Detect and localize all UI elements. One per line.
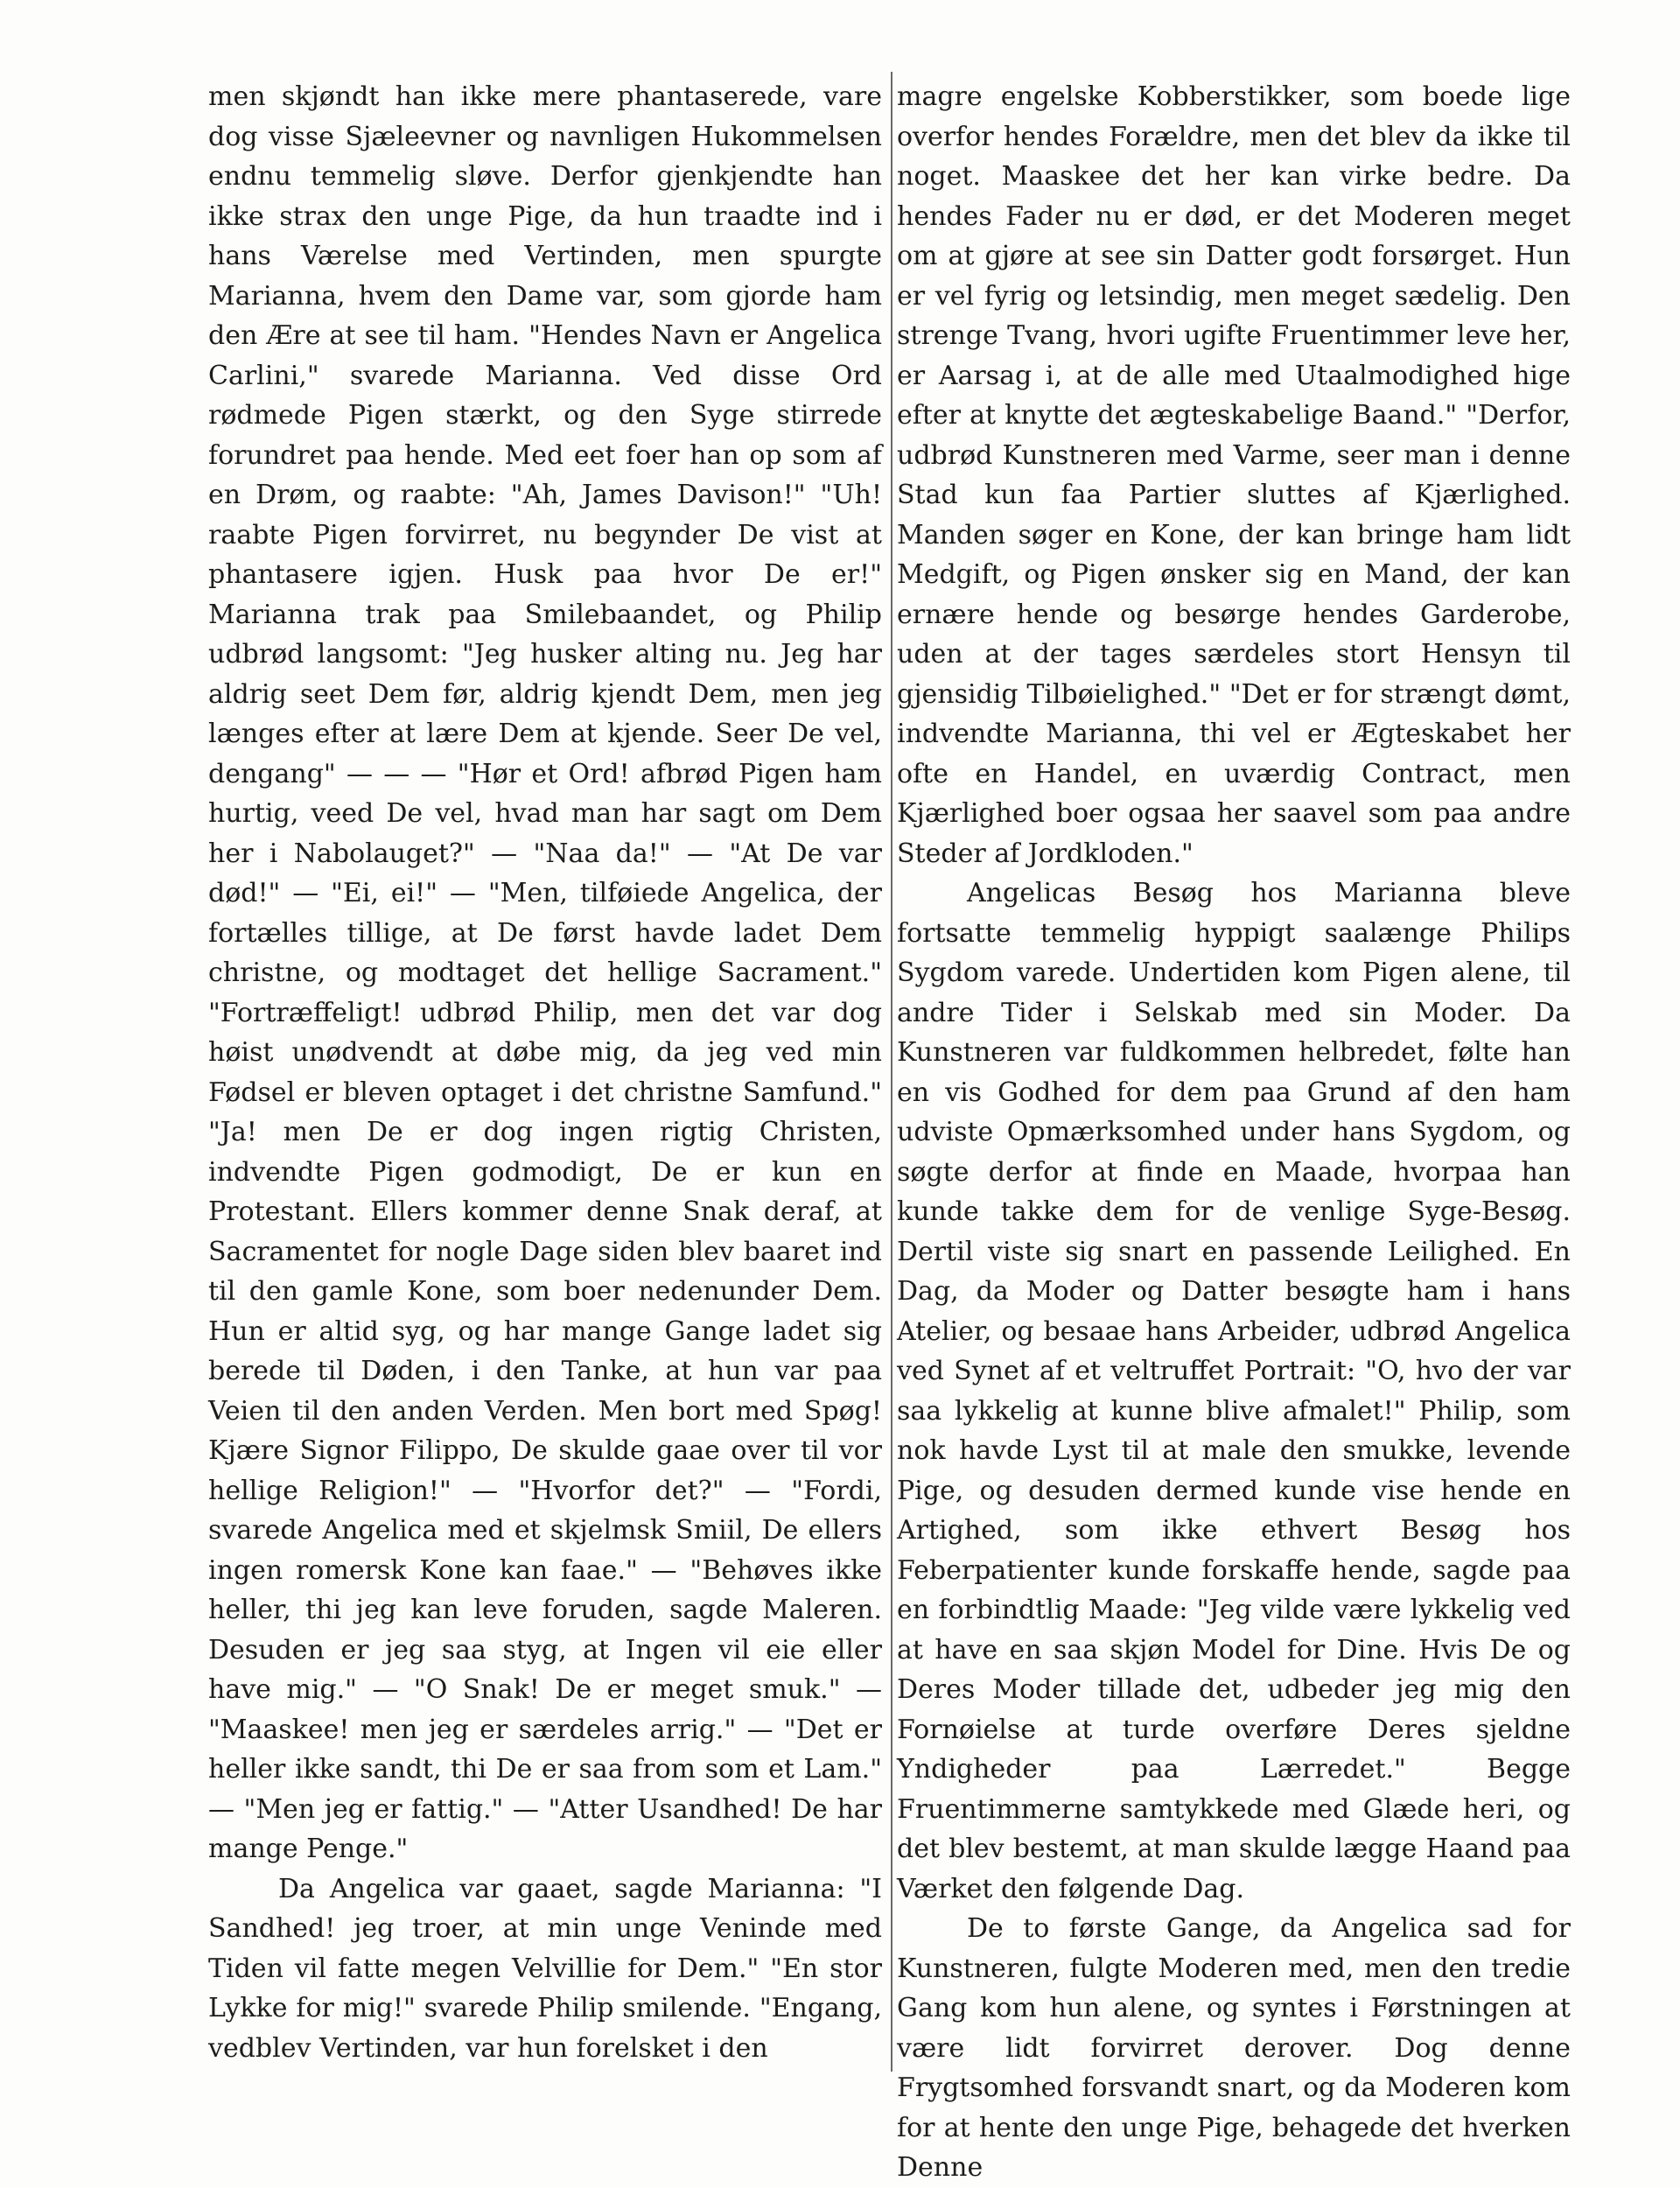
paragraph: magre engelske Kobberstikker, som boede lige overfor hendes Forældre, men det blev da ikke til noget. Maaskee det her kan virke bedre. Da hendes Fader nu er død, er det Moderen meget om at gjøre at see sin Datter godt forsørget. Hun er vel fyrig og letsindig, men meget sædelig. Den strenge Tvang, hvori ugifte Fruentimmer leve her, er Aarsag i, at de alle med Utaalmodighed hige efter at knytte det ægteskabelige Baand." "Derfor, udbrød Kunstneren med Varme, seer man i denne Stad kun faa Partier sluttes af Kjærlighed. Manden søger en Kone, der kan bringe ham lidt Medgift, og Pigen ønsker sig en Mand, der kan ernære hende og besørge hendes Garderobe, uden at der tages særdeles stort Hensyn til gjensidig Tilbøielighed." "Det er for strængt dømt, indvendte Marianna, thi vel er Ægteskabet her ofte en Handel, en uværdig Contract, men Kjærlighed boer ogsaa her saavel som paa andre Steder af Jordkloden." [897, 81, 1571, 869]
paragraph: men skjøndt han ikke mere phantaserede, vare dog visse Sjæleevner og navnligen Hukommelsen endnu temmelig sløve. Derfor gjenkjendte han ikke strax den unge Pige, da hun traadte ind i hans Værelse med Vertinden, men spurgte Marianna, hvem den Dame var, som gjorde ham den Ære at see til ham. "Hendes Navn er Angelica Carlini," svarede Marianna. Ved disse Ord rødmede Pigen stærkt, og den Syge stirrede forundret paa hende. Med eet foer han op som af en Drøm, og raabte: "Ah, James Davison!" "Uh! raabte Pigen forvirret, nu begynder De vist at phantasere igjen. Husk paa hvor De er!" Marianna trak paa Smilebaandet, og Philip udbrød langsomt: "Jeg husker alting nu. Jeg har aldrig seet Dem før, aldrig kjendt Dem, men jeg længes efter at lære Dem at kjende. Seer De vel, dengang" — — — "Hør et Ord! afbrød Pigen ham hurtig, veed De vel, hvad man har sagt om Dem her i Nabolauget?" — "Naa da!" — "At De var død!" — "Ei, ei!" — "Men, tilføiede Angelica, der fortælles tillige, at De først havde ladet Dem christne, og modtaget det hellige Sacrament." "Fortræffeligt! udbrød Philip, men det var dog høist unødvendt at døbe mig, da jeg ved min Fødsel er bleven optaget i det christne Samfund." "Ja! men De er dog ingen rigtig Christen, indvendte Pigen godmodigt, De er kun en Protestant. Ellers kommer denne Snak deraf, at Sacramentet for nogle Dage siden blev baaret ind til den gamle Kone, som boer nedenunder Dem. Hun er altid syg, og har mange Gange ladet sig berede til Døden, i den Tanke, at hun var paa Veien til den anden Verden. Men bort med Spøg! Kjære Signor Filippo, De skulde gaae over til vor hellige Religion!" — "Hvorfor det?" — "Fordi, svarede Angelica med et skjelmsk Smiil, De ellers ingen romersk Kone kan faae." — "Behøves ikke heller, thi jeg kan leve foruden, sagde Maleren. Desuden er jeg saa styg, at Ingen vil eie eller have mig." — "O Snak! De er meget smuk." — "Maaskee! men jeg er særdeles arrig." — "Det er heller ikke sandt, thi De er saa from som et Lam." — "Men jeg er fattig." — "Atter Usandhed! De har mange Penge." [208, 81, 882, 1864]
paragraph: Angelicas Besøg hos Marianna bleve fortsatte temmelig hyppigt saalænge Philips Sygdom varede. Undertiden kom Pigen alene, til andre Tider i Selskab med sin Moder. Da Kunstneren var fuldkommen helbredet, følte han en vis Godhed for dem paa Grund af den ham udviste Opmærksomhed under hans Sygdom, og søgte derfor at finde en Maade, hvorpaa han kunde takke dem for de venlige Syge-Besøg. Dertil viste sig snart en passende Leilighed. En Dag, da Moder og Datter besøgte ham i hans Atelier, og besaae hans Arbeider, udbrød Angelica ved Synet af et veltruffet Portrait: "O, hvo der var saa lykkelig at kunne blive afmalet!" Philip, som nok havde Lyst til at male den smukke, levende Pige, og desuden dermed kunde vise hende en Artighed, som ikke ethvert Besøg hos Feberpatienter kunde forskaffe hende, sagde paa en forbindtlig Maade: "Jeg vilde være lykkelig ved at have en saa skjøn Model for Dine. Hvis De og Deres Moder tillade det, udbeder jeg mig den Fornøielse at turde overføre Deres sjeldne Yndigheder paa Lærredet." Begge Fruentimmerne samtykkede med Glæde heri, og det blev bestemt, at man skulde lægge Haand paa Værket den følgende Dag. [897, 878, 1571, 1904]
right-column [897, 77, 1571, 2188]
paragraph: De to første Gange, da Angelica sad for Kunstneren, fulgte Moderen med, men den tredie Gang kom hun alene, og syntes i Førstningen at være lidt forvirret derover. Dog denne Frygtsomhed forsvandt snart, og da Moderen kom for at hente den unge Pige, behagede det hverken Denne [897, 1913, 1571, 2183]
left-column [208, 77, 882, 2068]
column-divider [891, 72, 892, 2072]
paragraph: Da Angelica var gaaet, sagde Marianna: "I Sandhed! jeg troer, at min unge Veninde med Tiden vil fatte megen Velvillie for Dem." "En stor Lykke for mig!" svarede Philip smilende. "Engang, vedblev Vertinden, var hun forelsket i den [208, 1873, 882, 2064]
